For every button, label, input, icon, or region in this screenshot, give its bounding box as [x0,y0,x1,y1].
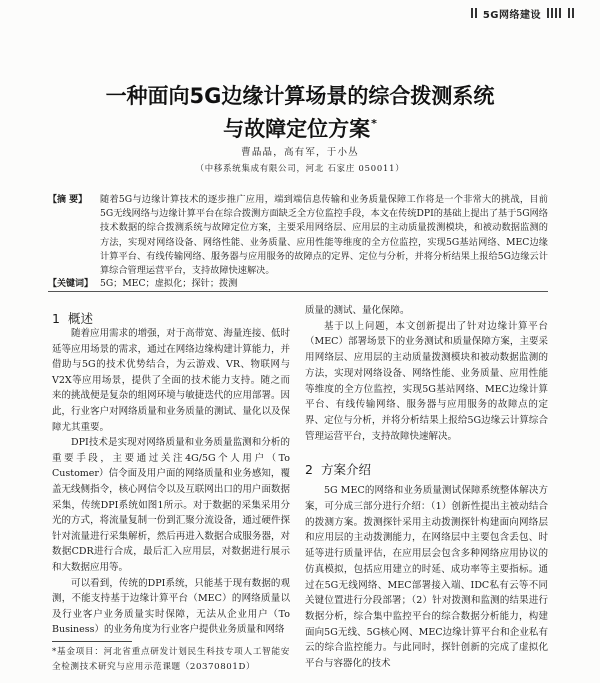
header-bar-decoration [555,8,557,18]
header-bar-decoration [568,8,570,18]
section-number: 1 [52,311,60,326]
left-column [52,311,290,638]
paragraph: 5G MEC的网络和业务质量测试保障系统整体解决方案，可分成三部分进行介绍：（1）创新性提出主被动结合的拨测方案。拨测探针采用主动拨测探针构建面向网络层和应用层的主动拨测能力，在网络层中主要包含丢包、时延等进行质量评估，在应用层会包含多种网络应用协议的仿真模拟，包括应用建立的时延、成功率等主要指标。通过在5G无线网络、MEC部署接入端、IDC私有云等不同关键位置进行分段部署；（2）针对拨测和监测的结果进行数据分析，综合集中监控平台的综合数据分析能力，构建面向5G无线、5G核心网、MEC边缘计算平台和企业私有云的综合监控能力。与此同时，探针创新的完成了虚拟化平台与容器化的技术 [305,485,548,670]
section-heading-2 [305,462,548,477]
paragraph-continuation: 质量的测试、量化保障。 [305,305,410,316]
section-number: 2 [305,462,313,478]
header-bar-decoration [551,8,553,18]
right-column [305,303,548,672]
paper-title-line-1: 一种面向5G边缘计算场景的综合拨测系统 [105,84,495,108]
author-affiliation: （中移系统集成有限公司，河北 石家庄 050011） [195,163,405,173]
journal-section-label: 5G网络建设 [482,9,541,21]
abstract-text: 随着5G与边缘计算技术的逐步推广应用，端到端信息传输和业务质量保障工作将是一个非常大的挑战，目前5G无线网络与边缘计算平台在综合拨测方面缺乏全方位监控手段，本文在传统DPI的基础上提出了基于5G网络技术数据的综合拨测系统与故障定位方案，主要采用网络层、应用层的主动质量拨测模块，和被动数据监测的方法，实现对网络设备、网络性能、业务质量、应用性能等维度的全方位监控，实现5G基站网络、MEC边缘计算平台、有线传输网络、服务器与应用服务的故障点的定界、定位与分析，并将分析结果上报给5G边缘云计算综合管理运营平台，支持故障快速解决。 [100,194,548,277]
author-list: 曹晶晶，高有军，于小丛 [241,147,359,158]
paragraph: 随着应用需求的增强，对于高带宽、海量连接、低时延等应用场景的需求，通过在网络边缘构建计算能力，并借助与5G的技术优势结合，为云游戏、VR、物联网与V2X等应用场景，提供了全面的技术能力支持。随之而来的挑战便是复杂的组网环境与敏捷迭代的应用部署。因此，行业客户对网络质量和业务质量的测试、量化以及保障尤其重要。 [52,328,290,433]
paper-title-line-2 [0,111,600,142]
header-bar-decoration [475,8,477,18]
keywords-text: 5G；MEC；虚拟化；探针；拨测 [100,278,238,289]
paragraph: 基于以上问题，本文创新提出了针对边缘计算平台（MEC）部署场景下的业务测试和质量保障方案，主要采用网络层、应用层的主动质量拨测模块和被动数据监测的方法，实现对网络设备、网络性能、业务质量、应用性能等维度的全方位监控，实现5G基站网络、MEC边缘计算平台、有线传输网络、服务器与应用服务的故障点的定界、定位与分析，并将分析结果上报给5G边缘云计算综合管理运营平台，支持故障快速解决。 [305,320,548,442]
abstract-divider [48,291,548,292]
running-header [471,6,576,20]
paragraph: 可以看到，传统的DPI系统，只能基于现有数据的观测，不能支持基于边缘计算平台（MEC）的网络质量以及行业客户业务质量实时保障，无法从企业用户（To Business）的业务角度为行业客户提供业务质量和网络 [52,577,290,636]
header-bar-decoration [559,8,561,18]
keywords-label: 【关键词】 [48,279,94,289]
paper-title-line-2-text: 与故障定位方案 [223,117,371,141]
header-bar-decoration [471,8,473,18]
section-title: 方案介绍 [320,462,371,478]
section-heading-1 [52,311,290,326]
title-footnote-mark: * [371,117,377,130]
footnote-divider [52,641,132,642]
header-bar-decoration [572,8,574,18]
paragraph: DPI技术是实现对网络质量和业务质量监测和分析的重要手段，主要通过关注4G/5G个人用户（To Customer）信令面及用户面的网络质量和业务感知，覆盖无线侧指令，核心网信令以及互联网出口的用户面数据采集，传统DPI系统如图1所示。对于数据的采集采用分光的方式，将流量复制一份到汇聚分流设备，通过硬件探针对流量进行采集解析，然后再进入数据合成服务器，对数据CDR进行合成，最后汇入应用层，对数据进行展示和大数据应用等。 [52,437,290,573]
funding-footnote: *基金项目：河北省重点研发计划民生科技专项人工智能安全检测技术研究与应用示范课题（20370801D） [52,647,290,672]
section-title: 概述 [67,311,93,326]
abstract-label: 【摘 要】 [48,195,88,205]
header-bar-decoration [547,8,549,18]
